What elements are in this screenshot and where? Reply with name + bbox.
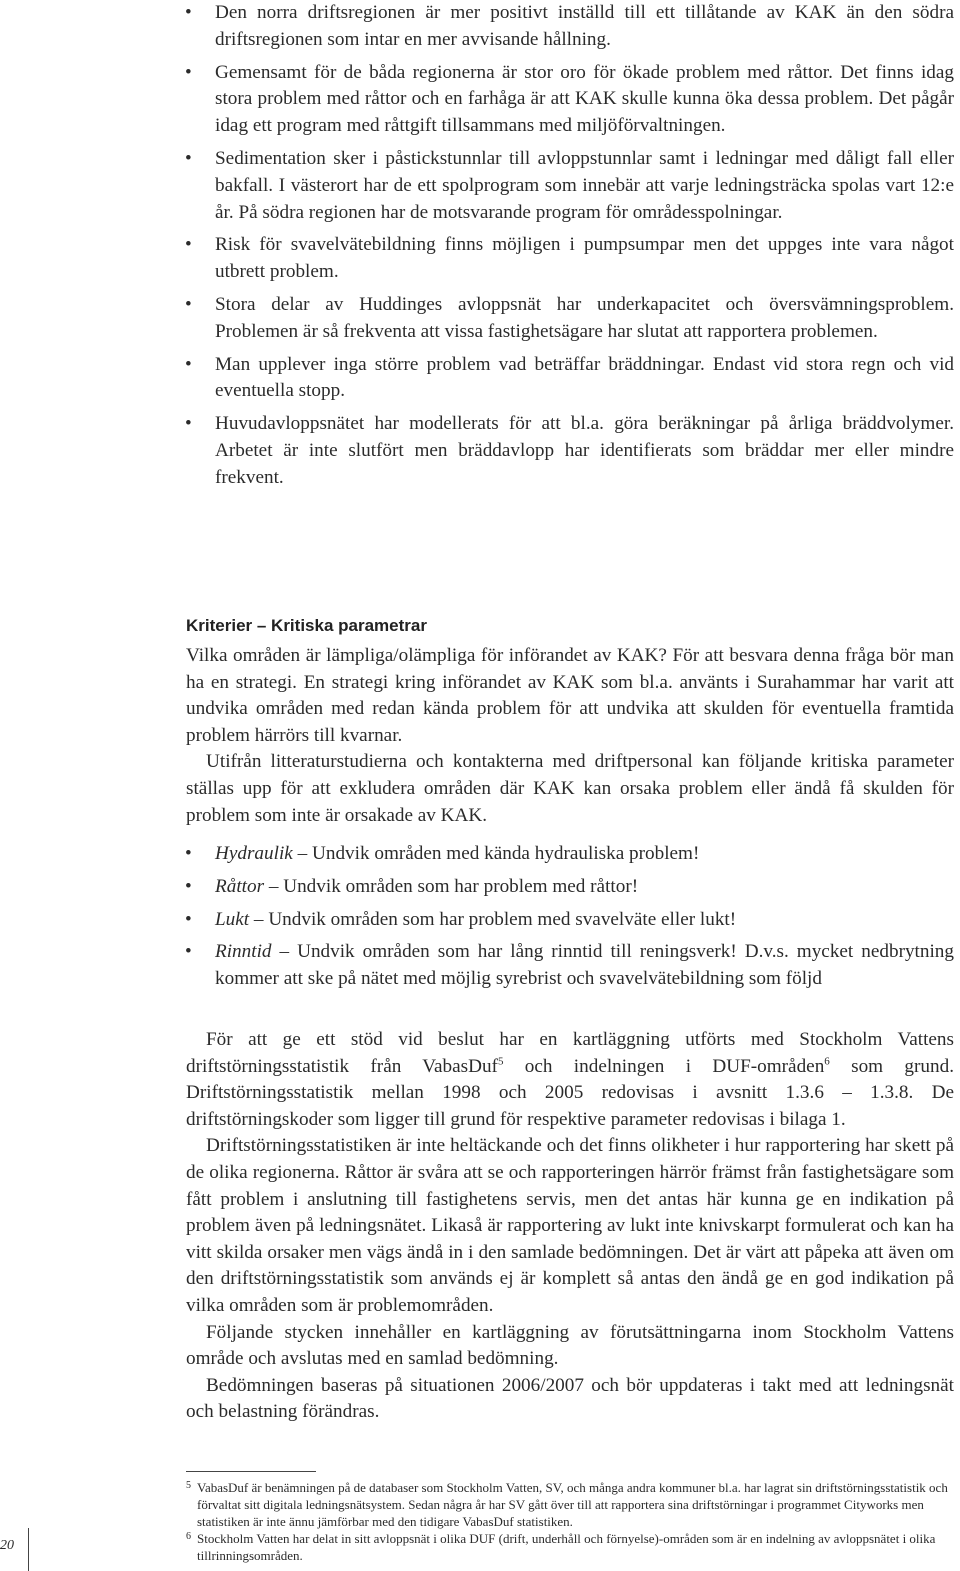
intro-paragraph: Vilka områden är lämpliga/olämpliga för införandet av KAK? För att besvara denna fråga bör man ha en strategi. En strategi kring införandet av KAK som bl.a. använts i Surahammar har varit att undvika områden med redan kända problem för att undvika att skulden för eventuella framtida problem härrörs till kvarnar. [186, 645, 954, 746]
bullet-text: Den norra driftsregionen är mer positivt inställd till ett tillåtande av KAK än den södra driftsregionen som intar en mer avvisande hållning. [215, 2, 954, 50]
list-item [185, 232, 954, 286]
list-item [185, 292, 954, 346]
criteria-text: – Undvik områden som har problem med svavelväte eller lukt! [249, 908, 737, 930]
bullet-icon: • [185, 293, 192, 315]
criteria-term: Lukt [215, 908, 250, 930]
criteria-term: Hydraulik [215, 843, 293, 864]
bullet-icon: • [185, 908, 192, 930]
list-item [185, 60, 954, 140]
criteria-item [185, 841, 954, 868]
footnote-text: Stockholm Vatten har delat in sitt avloppsnät i olika DUF (drift, underhåll och förnyelse)-områden som är en indelning av avloppsnätet i olika tillrinningsområden. [197, 1531, 936, 1563]
section-heading: Kriterier – Kritiska parametrar [186, 616, 427, 635]
bullet-text: Gemensamt för de båda regionerna är stor oro för ökade problem med råttor. Det finns idag stora problem med råttor och en farhåga är att KAK skulle kunna öka dessa problem. Det pågår idag ett program med råttgift tillsammans med miljöförvaltningen. [215, 61, 954, 137]
bullet-icon: • [185, 413, 192, 435]
list-item [185, 352, 954, 406]
criteria-term: Rinntid [215, 941, 272, 963]
paragraph-text: och indelningen i DUF-områden [503, 1055, 825, 1077]
bullet-icon: • [185, 353, 192, 375]
criteria-item [185, 939, 954, 993]
bullet-icon: • [185, 941, 192, 963]
list-item [185, 0, 954, 54]
page-number: 20 [0, 1538, 14, 1553]
criteria-list [185, 841, 954, 999]
criteria-item [185, 907, 954, 934]
footnote-number: 6 [186, 1531, 191, 1542]
bullet-text: Risk för svavelvätebildning finns möjligen i pumpsumpar men det uppges inte vara något utbrett problem. [215, 234, 954, 283]
footnotes [186, 1479, 956, 1564]
list-item [185, 411, 954, 491]
bullet-icon: • [185, 875, 192, 897]
criteria-term: Råttor [215, 875, 265, 897]
footnote [186, 1479, 956, 1530]
criteria-text: – Undvik områden med kända hydrauliska problem! [292, 843, 700, 864]
footnote-ref: 5 [497, 1055, 504, 1068]
section-intro [186, 643, 954, 829]
bullet-icon: • [185, 234, 192, 256]
paragraph [186, 1027, 954, 1133]
paragraph-text: För att ge ett stöd vid beslut har en kartläggning utförts med Stockholm Vattens driftstörningsstatistik från VabasDuf [186, 1029, 954, 1077]
footnote-ref: 6 [824, 1055, 830, 1068]
criteria-item [185, 874, 954, 901]
top-bullet-list [185, 0, 954, 498]
paragraph: Driftstörningsstatistiken är inte heltäckande och det finns olikheter i hur rapportering har skett på de olika regionerna. Råttor är svåra att se och rapporteringen härrör främst från fastighetsägare som fått problem i anslutning till fastighetens servis, men det antas här kunna ge en indikation på problem även på ledningsnätet. Likaså är rapportering av lukt inte knivskarpt formulerat och kan ha vitt skilda orsaker men vägs ändå in i den samlade bedömningen. Det är värt att påpeka att även om den driftstörningsstatistik som används ej är komplett så antas den ändå ge en god indikation på vilka områden som är problemområden. [186, 1135, 954, 1316]
bullet-icon: • [185, 2, 192, 23]
footnote-divider [186, 1471, 316, 1472]
body-paragraphs [186, 1027, 954, 1426]
paragraph: Bedömningen baseras på situationen 2006/2007 och bör uppdateras i takt med att ledningsnät och belastning förändras. [186, 1374, 954, 1423]
paragraph-text: som grund. Driftstörningsstatistik mellan 1998 och 2005 redovisas i avsnitt 1.3.6 – 1.3.8. De driftstörningskoder som ligger till grund för respektive parameter redovisas i bilaga 1. [186, 1055, 954, 1130]
criteria-text: – Undvik områden som har problem med råttor! [264, 875, 639, 897]
list-item [185, 146, 954, 226]
footnote-text: VabasDuf är benämningen på de databaser som Stockholm Vatten, SV, och många andra kommuner bl.a. har lagrat sin driftstörningsstatistik och förvaltat sitt digitala ledningsnätsystem. Sedan några år har SV gått över till att rapportera sina driftstörningar i programmet Cityworks men statistiken är inte ännu jämförbar med den tidigare VabasDuf statistiken. [197, 1480, 948, 1529]
bullet-text: Huvudavloppsnätet har modellerats för att bl.a. göra beräkningar på årliga bräddvolymer. Arbetet är inte slutfört men bräddavlopp har identifierats som bräddar mer eller mindre frekvent. [215, 413, 954, 488]
footnote-number: 5 [186, 1480, 191, 1491]
paragraph: Följande stycken innehåller en kartläggning av förutsättningarna inom Stockholm Vattens område och avslutas med en samlad bedömning. [186, 1321, 954, 1370]
footnote [186, 1530, 956, 1564]
criteria-text: – Undvik områden som har lång rinntid till reningsverk! D.v.s. mycket nedbrytning kommer att ske på nätet med möjlig syrebrist och svavelvätebildning som följd [215, 941, 954, 990]
bullet-text: Sedimentation sker i påstickstunnlar till avloppstunnlar samt i ledningar med dåligt fall eller bakfall. I västerort har de ett spolprogram som innebär att varje ledningsträcka spolas vart 12:e år. På södra regionen har de motsvarande program för områdesspolningar. [215, 147, 954, 223]
page-number-divider [28, 1528, 29, 1571]
bullet-text: Man upplever inga större problem vad beträffar bräddningar. Endast vid stora regn och vid eventuella stopp. [215, 353, 954, 402]
bullet-icon: • [185, 61, 192, 83]
intro-paragraph: Utifrån litteraturstudierna och kontakterna med driftpersonal kan följande kritiska parameter ställas upp för att exkludera områden där KAK kan orsaka problem eller ändå få skulden för problem som inte är orsakade av KAK. [186, 751, 954, 826]
bullet-icon: • [185, 147, 192, 169]
bullet-icon: • [185, 843, 192, 864]
bullet-text: Stora delar av Huddinges avloppsnät har underkapacitet och översvämningsproblem. Problemen är så frekventa att vissa fastighetsägare har slutat att rapportera problemen. [215, 293, 954, 342]
